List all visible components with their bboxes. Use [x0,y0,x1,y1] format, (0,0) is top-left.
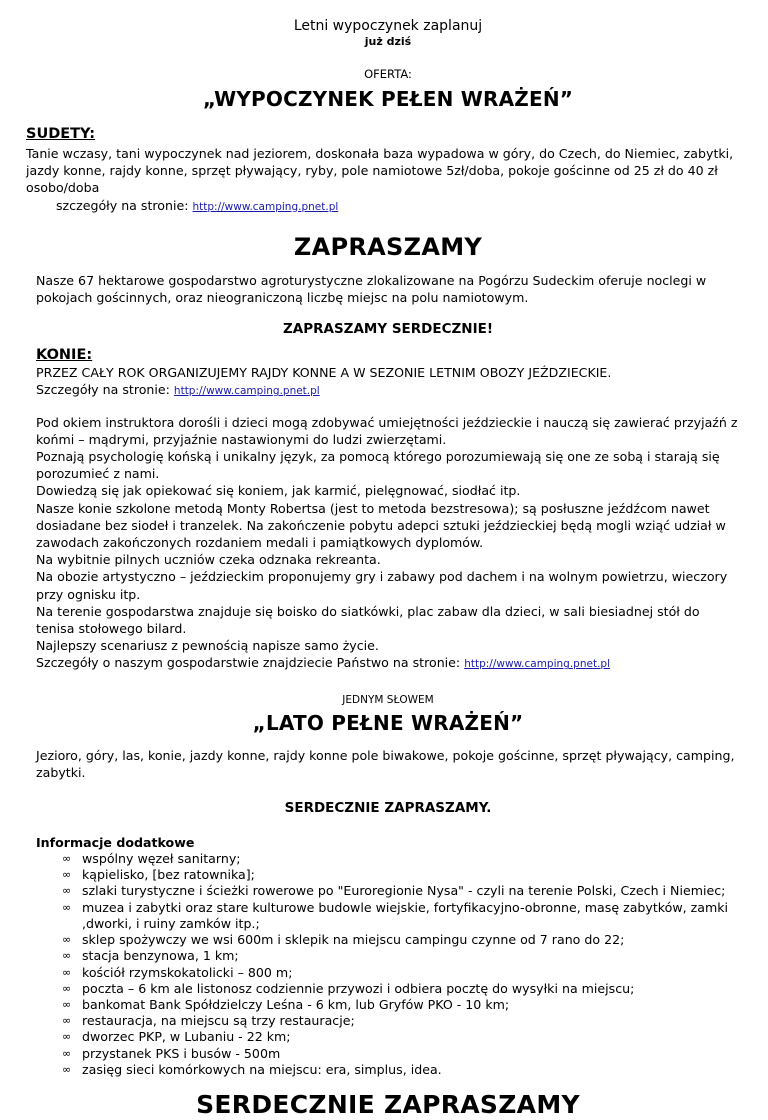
list-item: ∞ wspólny węzeł sanitarny; [62,851,241,867]
closing-headline: SERDECZNIE ZAPRASZAMY [196,1089,580,1119]
list-item: ∞ muzea i zabytki oraz stare kulturowe budowle wiejskie, fortyfikacyjno-obronne, masę zabytków, zamki ,dworki, i ruiny zamków itp.; [62,899,729,931]
info-list [36,851,740,1078]
infinity-bullet-icon: ∞ [62,868,72,882]
konie-paragraph: Na wybitnie pilnych uczniów czeka odznaka rekreanta. [36,552,381,568]
konie-details [36,381,740,400]
konie-details-label: Szczegóły na stronie: [36,382,170,398]
summary-label: JEDNYM SŁOWEM [342,693,434,706]
sudety-website-link[interactable]: http://www.camping.pnet.pl [192,200,339,213]
intro-line: Letni wypoczynek zaplanuj [293,18,483,34]
summary-headline: „LATO PEŁNE WRAŻEŃ” [252,710,524,735]
sudety-text: Tanie wczasy, tani wypoczynek nad jeziorem, doskonała baza wypadowa w góry, do Czech, do Niemiec, zabytki, jazdy konne, rajdy konne, sprzęt pływający, ryby, pole namiotowe 5zł/doba, pokoje gościnne od 25 zł do 40 zł osobo/doba [26,146,734,196]
konie-closing [36,654,740,673]
list-item: ∞ dworzec PKP, w Lubaniu - 22 km; [62,1029,291,1045]
konie-paragraphs [36,414,740,674]
konie-paragraph: Pod okiem instruktora dorośli i dzieci mogą zdobywać umiejętności jeździeckie i nauczą się zawierać przyjaźń z końmi – mądrymi, przyjaźnie nastawionymi do ludzi zwierzętami. [36,414,738,447]
info-section [36,835,740,1078]
list-item: ∞ kościół rzymskokatolicki – 800 m; [62,964,293,980]
infinity-bullet-icon: ∞ [62,1014,72,1028]
list-item: ∞ poczta – 6 km ale listonosz codziennie przywozi i odbiera pocztę do wysyłki na miejscu; [62,980,635,996]
infinity-bullet-icon: ∞ [62,900,72,914]
konie-intro: PRZEZ CAŁY ROK ORGANIZUJEMY RAJDY KONNE A W SEZONIE LETNIM OBOZY JEŹDZIECKIE. [36,365,612,381]
konie-heading: KONIE: [36,347,93,364]
sudety-details [26,197,740,216]
sudety-heading: SUDETY: [26,126,96,142]
farm-description: Nasze 67 hektarowe gospodarstwo agroturystyczne zlokalizowane na Pogórzu Sudeckim oferuje noclegi w pokojach gościnnych, oraz nieograniczoną liczbę miejsc na polu namiotowym. [36,272,707,306]
sudety-details-label: szczegóły na stronie: [56,197,189,213]
list-item: ∞ zasięg sieci komórkowych na miejscu: era, simplus, idea. [62,1061,442,1077]
konie-paragraph: Nasze konie szkolone metodą Monty Robertsa (jest to metoda bezstresowa); są posłuszne jeźdźcom nawet dosiadane bez siodeł i tranzelek. Na zakończenie pobytu adepci sztuki jeździeckiej będą mogli wziąć udział w zawodach zakończonych rozdaniem medali i pamiątkowych dyplomów. [36,500,726,551]
konie-section [36,346,740,673]
konie-paragraph: Na obozie artystyczno – jeździeckim proponujemy gry i zabawy pod dachem i na wolnym powietrzu, wieczory przy ognisku itp. [36,569,728,602]
list-item: ∞ kąpielisko, [bez ratownika]; [62,867,255,883]
list-item: ∞ stacja benzynowa, 1 km; [62,948,239,964]
offer-headline: „WYPOCZYNEK PEŁEN WRAŻEŃ” [202,87,574,111]
konie-paragraph: Najlepszy scenariusz z pewnością napisze samo życie. [36,638,379,654]
summary-text: Jezioro, góry, las, konie, jazdy konne, rajdy konne pole biwakowe, pokoje gościnne, sprzęt pływający, camping, zabytki. [36,747,735,780]
infinity-bullet-icon: ∞ [62,933,72,947]
list-item: ∞ bankomat Bank Spółdzielczy Leśna - 6 km, lub Gryfów PKO - 10 km; [62,996,510,1012]
list-item: ∞ restauracja, na miejscu są trzy restauracje; [62,1013,355,1029]
infinity-bullet-icon: ∞ [62,965,72,979]
konie-website-link[interactable]: http://www.camping.pnet.pl [173,385,320,398]
sudety-section [26,125,740,216]
list-item: ∞ przystanek PKS i busów - 500m [62,1045,281,1061]
intro-subline: już dziś [364,35,412,48]
infinity-bullet-icon: ∞ [62,884,72,898]
infinity-bullet-icon: ∞ [62,1046,72,1060]
list-item: ∞ sklep spożywczy we wsi 600m i sklepik na miejscu campingu czynne od 7 rano do 22; [62,932,625,948]
info-heading: Informacje dodatkowe [36,835,195,851]
infinity-bullet-icon: ∞ [62,1030,72,1044]
infinity-bullet-icon: ∞ [62,852,72,866]
konie-paragraph: Poznają psychologię końską i unikalny język, za pomocą którego porozumiewają się one ze sobą i starają się porozumieć z nami. [36,449,720,482]
infinity-bullet-icon: ∞ [62,981,72,995]
list-item: ∞ szlaki turystyczne i ścieżki rowerowe po "Euroregionie Nysa" - czyli na terenie Polski, Czech i Niemiec; [62,883,726,899]
invite-subheading: ZAPRASZAMY SERDECZNIE! [282,321,493,338]
summary-invite: SERDECZNIE ZAPRASZAMY. [284,800,492,817]
offer-label: OFERTA: [364,67,412,81]
konie-paragraph: Na terenie gospodarstwa znajduje się boisko do siatkówki, plac zabaw dla dzieci, w sali biesiadnej stół do tenisa stołowego bilard. [36,603,700,637]
konie-closing-link[interactable]: http://www.camping.pnet.pl [464,658,610,671]
konie-closing-label: Szczegóły o naszym gospodarstwie znajdziecie Państwo na stronie: [36,655,461,671]
infinity-bullet-icon: ∞ [62,997,72,1011]
konie-paragraph: Dowiedzą się jak opiekować się koniem, jak karmić, pielęgnować, siodłać itp. [36,483,521,499]
infinity-bullet-icon: ∞ [62,949,72,963]
infinity-bullet-icon: ∞ [62,1062,72,1076]
invite-heading: ZAPRASZAMY [293,232,483,261]
